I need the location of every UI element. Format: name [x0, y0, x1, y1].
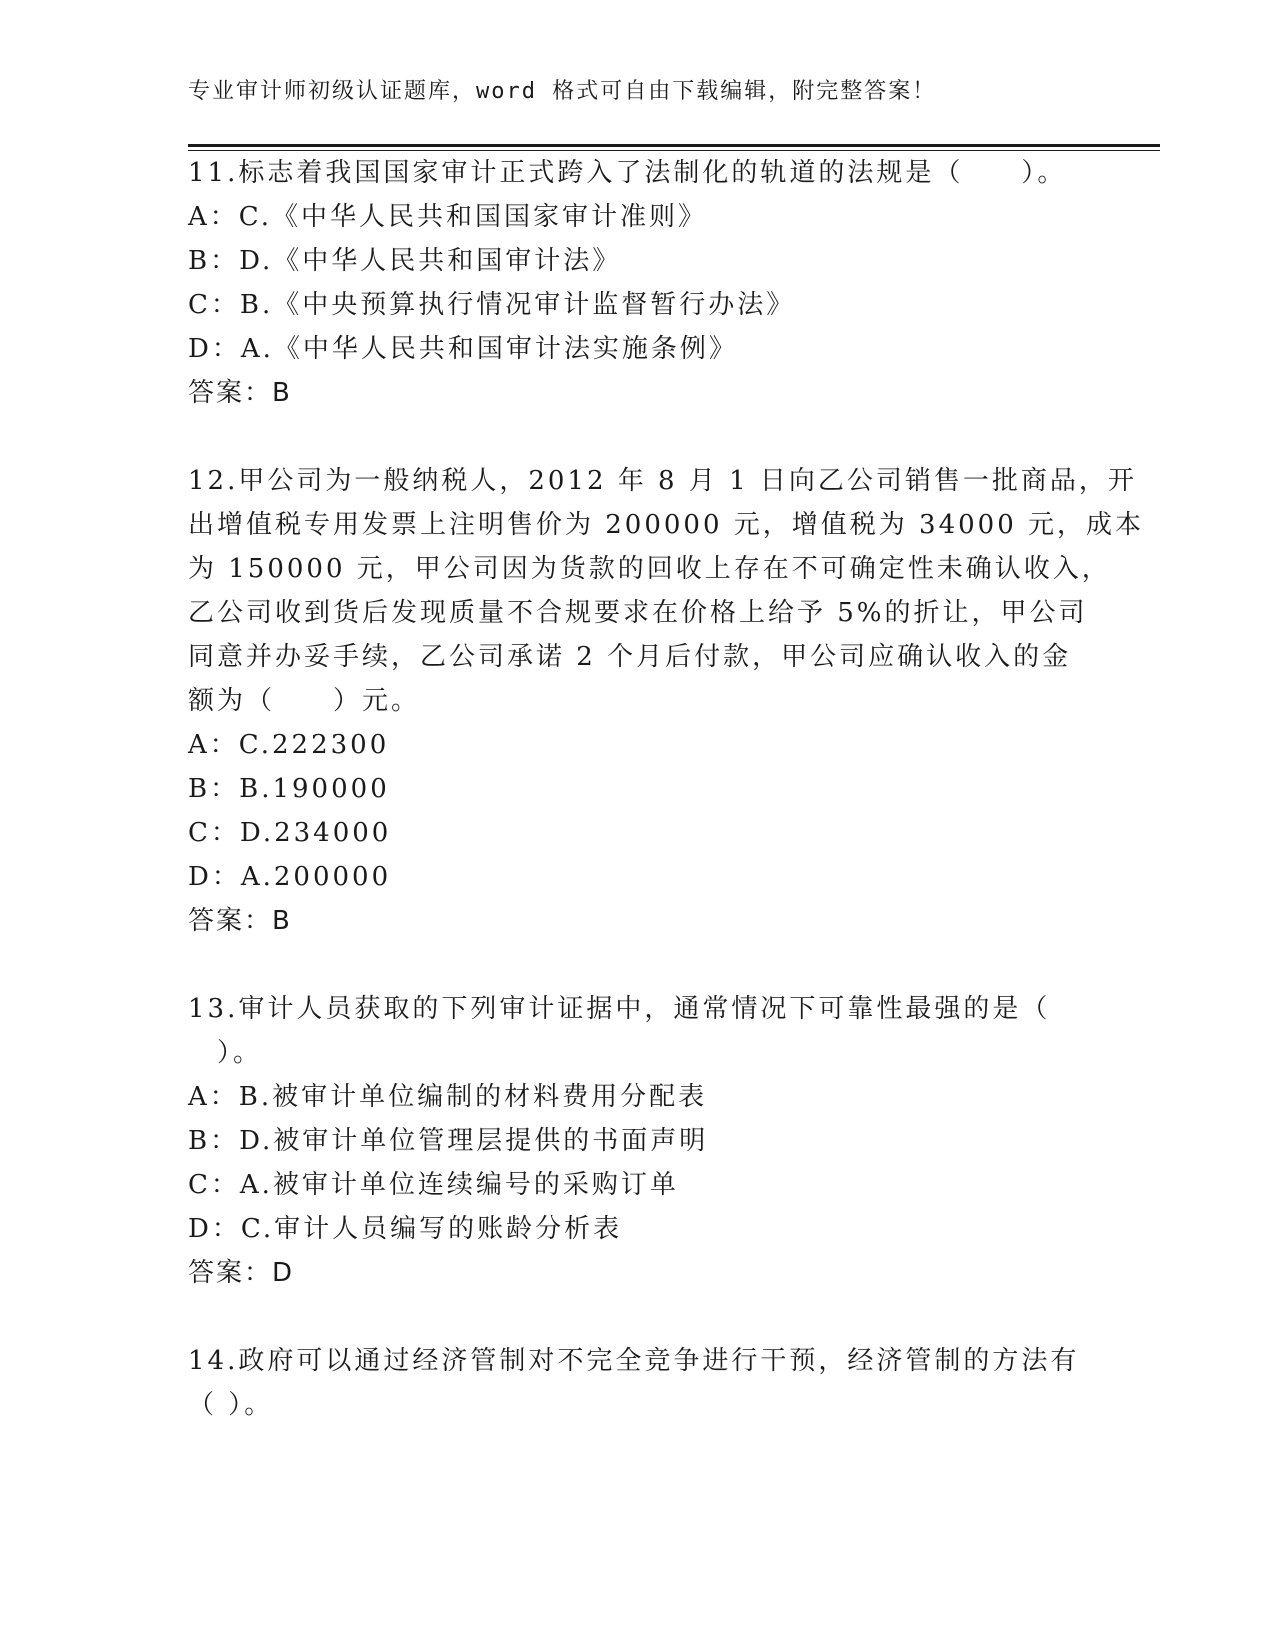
question-12-option-b: B：B.190000	[188, 774, 390, 804]
question-12-stem-line-2: 出增值税专用发票上注明售价为 200000 元，增值税为 34000 元，成本	[188, 510, 1145, 540]
question-11-answer: 答案：B	[188, 378, 292, 408]
question-12-stem-line-5: 同意并办妥手续，乙公司承诺 2 个月后付款，甲公司应确认收入的金	[188, 642, 1072, 672]
page-header: 专业审计师初级认证题库，word 格式可自由下载编辑，附完整答案！	[188, 79, 937, 104]
question-13-answer: 答案：D	[188, 1258, 295, 1288]
header-rule-thin	[188, 150, 1160, 151]
question-12-stem-line-3: 为 150000 元，甲公司因为货款的回收上存在不可确定性未确认收入，	[188, 554, 1111, 584]
question-13-option-b: B：D.被审计单位管理层提供的书面声明	[188, 1126, 709, 1156]
question-12-option-c: C：D.234000	[188, 818, 392, 848]
question-12-option-a: A：C.222300	[188, 730, 390, 760]
question-14-stem-line-1: 14.政府可以通过经济管制对不完全竞争进行干预，经济管制的方法有	[188, 1346, 1080, 1376]
question-11-option-b: B：D.《中华人民共和国审计法》	[188, 246, 622, 276]
question-11-option-c: C：B.《中央预算执行情况审计监督暂行办法》	[188, 290, 796, 320]
question-13-stem-line-1: 13.审计人员获取的下列审计证据中，通常情况下可靠性最强的是（	[188, 994, 1051, 1024]
question-12-stem-line-6: 额为（ ）元。	[188, 686, 421, 716]
question-13-option-c: C：A.被审计单位连续编号的采购订单	[188, 1170, 679, 1200]
question-14-stem-line-2: （ ）。	[188, 1390, 274, 1420]
question-11-option-d: D：A.《中华人民共和国审计法实施条例》	[188, 334, 738, 364]
question-11-stem: 11.标志着我国国家审计正式跨入了法制化的轨道的法规是（ ）。	[188, 158, 1067, 188]
question-13-stem-line-2: ）。	[188, 1038, 263, 1068]
question-13-option-d: D：C.审计人员编写的账龄分析表	[188, 1214, 623, 1244]
question-12-option-d: D：A.200000	[188, 862, 392, 892]
question-12-stem-line-1: 12.甲公司为一般纳税人，2012 年 8 月 1 日向乙公司销售一批商品，开	[188, 466, 1137, 496]
question-13-option-a: A：B.被审计单位编制的材料费用分配表	[188, 1082, 708, 1112]
header-rule-thick	[188, 144, 1160, 147]
question-12-answer: 答案：B	[188, 906, 292, 936]
question-12-stem-line-4: 乙公司收到货后发现质量不合规要求在价格上给予 5%的折让，甲公司	[188, 598, 1088, 628]
question-11-option-a: A：C.《中华人民共和国国家审计准则》	[188, 202, 708, 232]
